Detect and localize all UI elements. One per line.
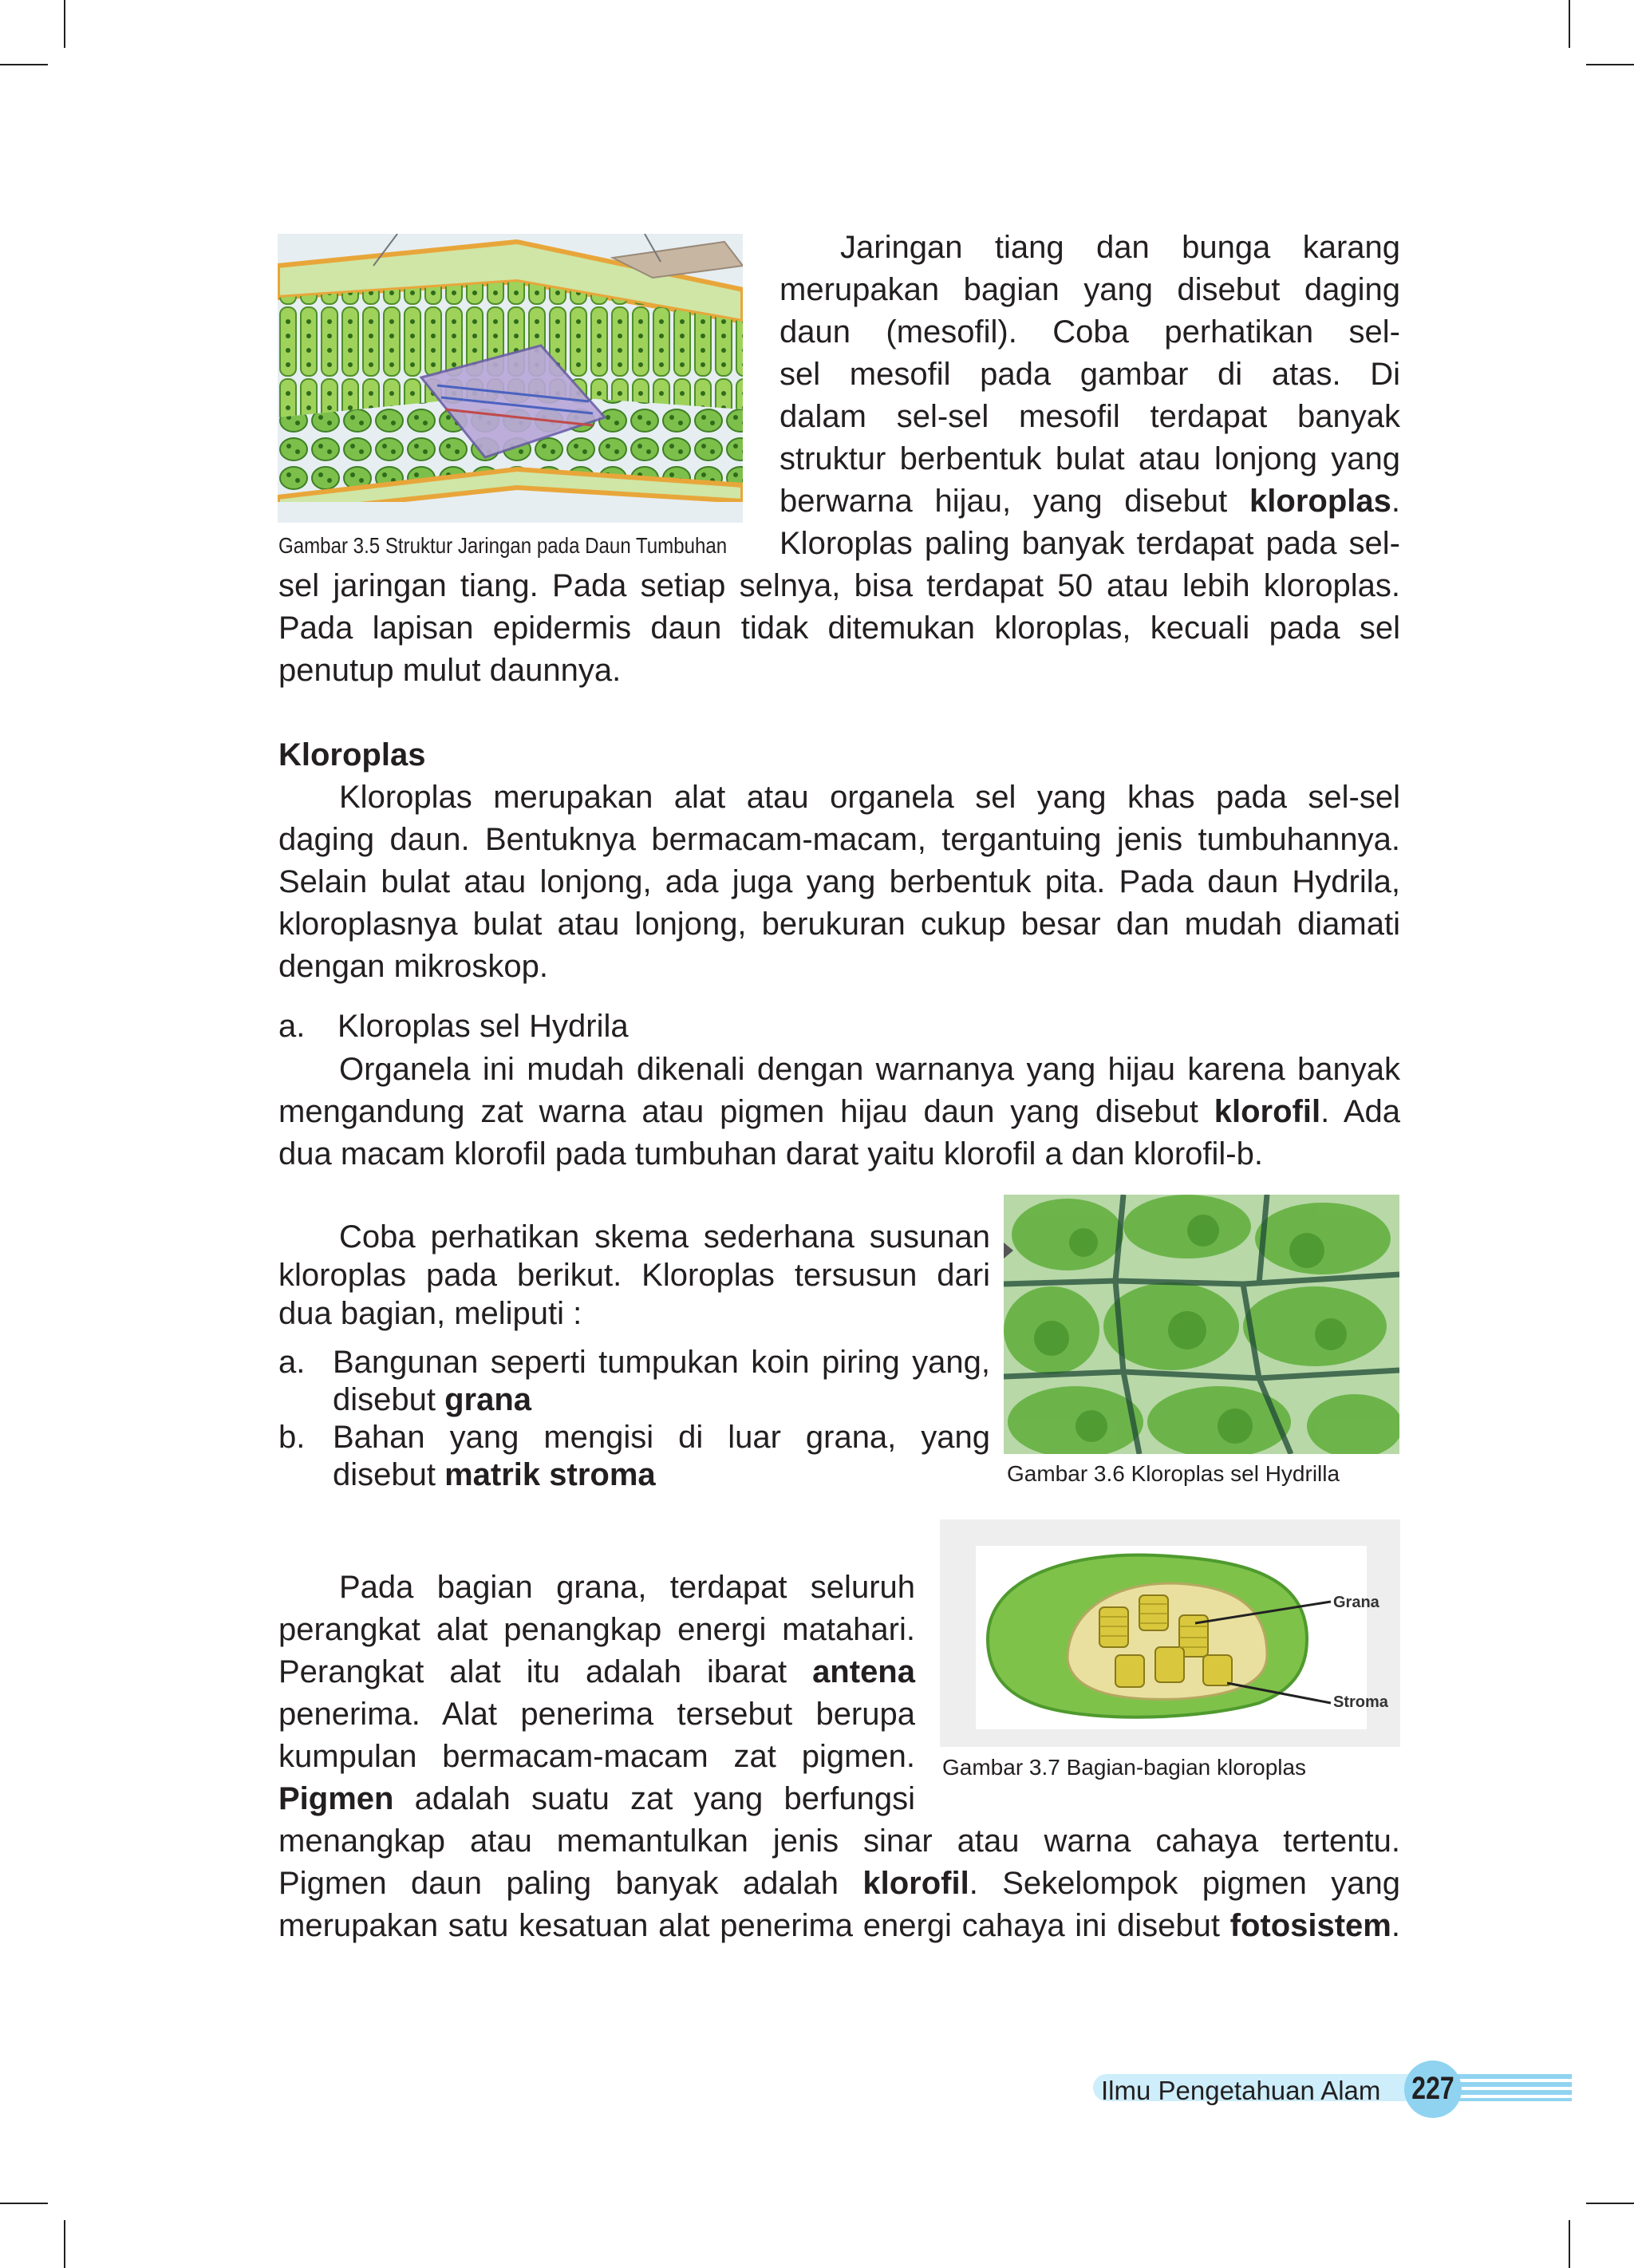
- text-line: [278, 1863, 1400, 1905]
- text-line: Pada bagian grana, terdapat seluruh: [339, 1570, 915, 1605]
- bold-term: matrik stroma: [444, 1457, 656, 1492]
- text-line: Organela ini mudah dikenali dengan warnanya yang hijau karena banyak: [339, 1052, 1400, 1087]
- list-item: [278, 1419, 990, 1494]
- bold-term: Pigmen: [278, 1781, 394, 1816]
- chloroplast-figure: [940, 1519, 1400, 1747]
- paragraph-pigmen: [278, 1567, 915, 1820]
- text-line: kloroplasnya bulat atau lonjong, berukuran cukup besar dan mudah diamati: [278, 907, 1400, 942]
- crop-mark: [64, 2220, 65, 2268]
- stroma-label: Stroma: [1333, 1693, 1388, 1711]
- crop-mark: [0, 64, 48, 65]
- text-line: penutup mulut daunnya.: [278, 653, 622, 688]
- text-line: kumpulan bermacam-macam zat pigmen.: [278, 1739, 915, 1774]
- leaf-structure-illustration: [278, 234, 743, 523]
- text-fragment: adalah suatu zat yang berfungsi: [414, 1781, 915, 1816]
- bold-term: klorofil: [862, 1866, 969, 1901]
- paragraph-mesofil: [780, 227, 1400, 565]
- section-heading: Kloroplas: [278, 737, 426, 772]
- figure-3-6-caption: Gambar 3.6 Kloroplas sel Hydrilla: [1007, 1461, 1340, 1486]
- text-fragment: . Sekelompok pigmen yang: [969, 1866, 1401, 1901]
- crop-mark: [1569, 2220, 1570, 2268]
- text-fragment: disebut: [333, 1457, 436, 1492]
- text-fragment: berwarna hijau, yang disebut: [780, 484, 1228, 519]
- bold-term: klorofil: [1214, 1094, 1321, 1129]
- list-marker: b.: [278, 1420, 306, 1455]
- bold-term: kloroplas: [1249, 484, 1391, 519]
- text-line: Kloroplas paling banyak terdapat pada sel-: [780, 526, 1400, 561]
- text-line: struktur berbentuk bulat atau lonjong yang: [780, 441, 1400, 476]
- text-line: Selain bulat atau lonjong, ada juga yang berbentuk pita. Pada daun Hydrila,: [278, 864, 1400, 899]
- text-line: [333, 1456, 990, 1494]
- list-item: [278, 1344, 990, 1419]
- grana-label: Grana: [1333, 1594, 1379, 1611]
- text-line: Pada lapisan epidermis daun tidak ditemukan kloroplas, kecuali pada sel: [278, 610, 1400, 646]
- text-line: [333, 1381, 990, 1419]
- bold-term: antena: [812, 1654, 915, 1689]
- text-line: Bangunan seperti tumpukan koin piring yang,: [333, 1345, 990, 1380]
- text-line: kloroplas pada berikut. Kloroplas tersusun dari: [278, 1258, 990, 1293]
- chloroplast-diagram: [940, 1519, 1400, 1747]
- text-line: daun (mesofil). Coba perhatikan sel-: [780, 314, 1400, 350]
- book-title: Ilmu Pengetahuan Alam: [1101, 2076, 1381, 2105]
- text-line: [278, 1091, 1400, 1133]
- crop-mark: [0, 2203, 48, 2204]
- paragraph-pigmen-continued: [278, 1820, 1400, 1947]
- text-line: sel jaringan tiang. Pada setiap selnya, bisa terdapat 50 atau lebih kloroplas.: [278, 568, 1400, 603]
- text-line: [278, 1651, 915, 1693]
- text-fragment: merupakan satu kesatuan alat penerima energi cahaya ini disebut: [278, 1908, 1220, 1943]
- crop-mark: [64, 0, 65, 48]
- text-line: berwarna hijau, yang disebut kloroplas.: [780, 484, 1400, 519]
- subsection-title: Kloroplas sel Hydrila: [337, 1009, 629, 1044]
- figure-3-7-caption: Gambar 3.7 Bagian-bagian kloroplas: [942, 1755, 1307, 1780]
- text-fragment: . Ada: [1320, 1094, 1400, 1129]
- text-line: dua bagian, meliputi :: [278, 1296, 582, 1331]
- text-line: Bahan yang mengisi di luar grana, yang: [333, 1420, 990, 1455]
- bold-term: fotosistem: [1229, 1908, 1391, 1943]
- paragraph-susunan: [278, 1218, 990, 1333]
- list-marker: a.: [278, 1345, 306, 1380]
- text-line: [278, 1905, 1400, 1947]
- paragraph-mesofil-continued: [278, 565, 1400, 692]
- figure-3-5-caption: Gambar 3.5 Struktur Jaringan pada Daun Tumbuhan: [278, 533, 728, 558]
- text-line: Kloroplas merupakan alat atau organela sel yang khas pada sel-sel: [339, 780, 1400, 815]
- crop-mark: [1586, 2203, 1634, 2204]
- crop-mark: [1569, 0, 1570, 48]
- text-fragment: Perangkat alat itu adalah ibarat: [278, 1654, 787, 1689]
- text-line: merupakan bagian yang disebut daging: [780, 272, 1400, 307]
- bold-term: grana: [444, 1382, 532, 1417]
- text-line: [278, 1778, 915, 1820]
- text-line: Coba perhatikan skema sederhana susunan: [339, 1219, 990, 1255]
- text-line: perangkat alat penangkap energi matahari.: [278, 1612, 915, 1647]
- text-line: dalam sel-sel mesofil terdapat banyak: [780, 399, 1400, 434]
- text-fragment: Pigmen daun paling banyak adalah: [278, 1866, 839, 1901]
- hydrilla-cells-photo: [1004, 1195, 1399, 1454]
- text-fragment: disebut: [333, 1382, 436, 1417]
- text-fragment: .: [1391, 1908, 1400, 1943]
- text-fragment: mengandung zat warna atau pigmen hijau daun yang disebut: [278, 1094, 1198, 1129]
- paragraph-klorofil: [278, 1049, 1400, 1175]
- text-line: penerima. Alat penerima tersebut berupa: [278, 1697, 915, 1732]
- crop-mark: [1586, 64, 1634, 65]
- text-line: sel mesofil pada gambar di atas. Di: [780, 357, 1400, 392]
- subsection-marker: a.: [278, 1009, 306, 1044]
- text-line: dua macam klorofil pada tumbuhan darat yaitu klorofil a dan klorofil-b.: [278, 1136, 1263, 1172]
- text-line: menangkap atau memantulkan jenis sinar atau warna cahaya tertentu.: [278, 1823, 1400, 1859]
- leaf-structure-figure: [278, 234, 743, 523]
- text-line: Jaringan tiang dan bunga karang: [840, 230, 1400, 265]
- text-line: dengan mikroskop.: [278, 949, 548, 984]
- page-number: 227: [1411, 2071, 1454, 2106]
- text-line: daging daun. Bentuknya bermacam-macam, tergantuing jenis tumbuhannya.: [278, 822, 1400, 857]
- part-list: [278, 1344, 990, 1494]
- paragraph-kloroplas: [278, 776, 1400, 988]
- hydrilla-figure: [1004, 1195, 1399, 1454]
